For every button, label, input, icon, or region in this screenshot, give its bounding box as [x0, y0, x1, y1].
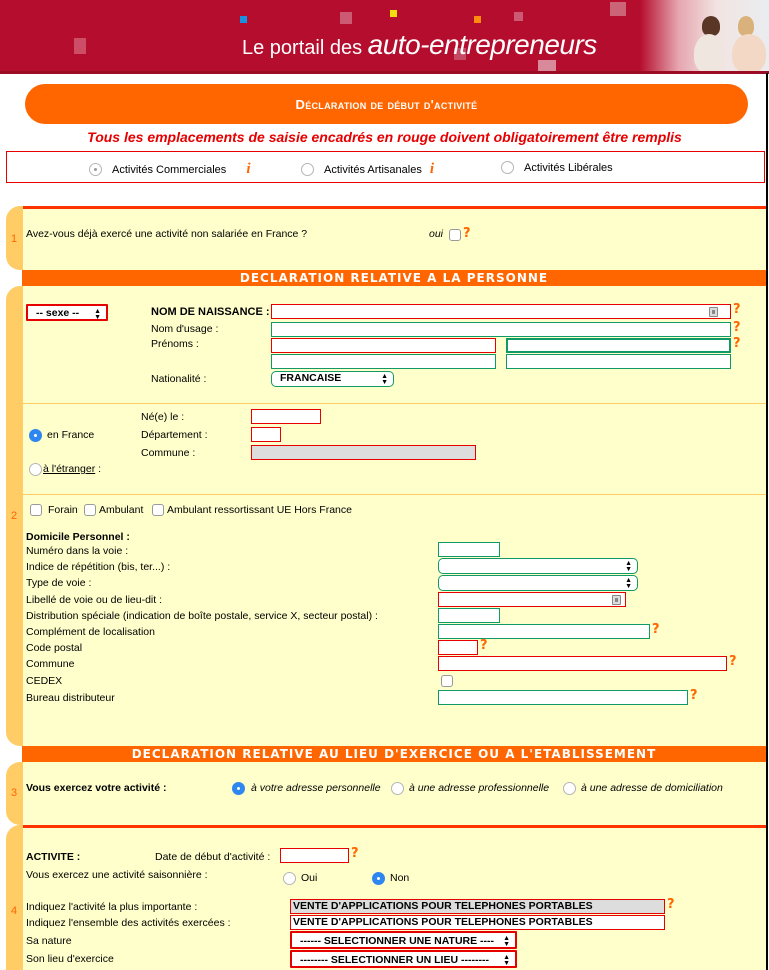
activity-type-label: Activités Commerciales — [112, 163, 227, 176]
nature-select[interactable] — [290, 931, 517, 949]
divider — [22, 494, 766, 495]
decor-square — [474, 16, 481, 23]
info-icon[interactable]: i — [429, 161, 434, 177]
decor-square — [610, 2, 626, 16]
nom-usage-input[interactable] — [271, 322, 731, 337]
nom-naissance-label: NOM DE NAISSANCE : — [151, 306, 270, 318]
cedex-label: CEDEX — [26, 675, 63, 687]
activites-ensemble-label: Indiquez l'ensemble des activités exercées : — [26, 917, 231, 929]
site-title-main: auto-entrepreneurs — [367, 29, 597, 60]
lieu-label: Son lieu d'exercice — [26, 953, 114, 965]
section-header-personne: DECLARATION RELATIVE A LA PERSONNE — [22, 270, 766, 286]
person-figure — [738, 16, 754, 36]
ambulant-label: Ambulant — [99, 504, 144, 516]
libelle-voie-label: Libellé de voie ou de lieu-dit : — [26, 594, 163, 606]
domicile-commune-label: Commune — [26, 658, 75, 670]
indice-repetition-label: Indice de répétition (bis, ter...) : — [26, 561, 171, 573]
activity-type-artisanales[interactable] — [301, 161, 434, 178]
lieu-adresse-domiciliation-radio[interactable] — [563, 782, 576, 795]
activity-type-label: Activités Libérales — [524, 161, 613, 174]
info-icon[interactable]: i — [246, 161, 251, 177]
lieu-exercice-label: Vous exercez votre activité : — [26, 782, 167, 794]
section-number: 2 — [11, 510, 18, 522]
activity-type-label: Activités Artisanales — [324, 163, 422, 176]
lieu-select[interactable] — [290, 950, 517, 968]
help-icon[interactable]: ? — [463, 226, 471, 241]
date-debut-label: Date de début d'activité : — [155, 851, 271, 863]
date-debut-input[interactable] — [280, 848, 349, 863]
person-figure — [702, 16, 720, 36]
site-banner — [0, 0, 769, 73]
birth-etranger-radio[interactable] — [29, 463, 42, 476]
help-icon[interactable]: ? — [667, 897, 675, 912]
nature-label: Sa nature — [26, 935, 72, 947]
prior-activity-question: Avez-vous déjà exercé une activité non salariée en France ? — [26, 228, 308, 240]
section-2-tab — [6, 286, 23, 746]
radio-commerciales[interactable] — [89, 163, 102, 176]
lieu-adresse-personnelle-label: à votre adresse personnelle — [251, 782, 381, 794]
select-arrows-icon: ▲ ▼ — [503, 954, 510, 967]
banner-photo — [640, 0, 769, 73]
prenom-2-input[interactable] — [506, 338, 731, 353]
birth-etranger-link[interactable]: à l'étranger — [43, 463, 96, 475]
saisonniere-oui-radio[interactable] — [283, 872, 296, 885]
autofill-contact-icon[interactable] — [709, 307, 718, 317]
birth-commune-label: Commune : — [141, 447, 196, 459]
lieu-adresse-domiciliation-label: à une adresse de domiciliation — [581, 782, 723, 794]
complement-localisation-input[interactable] — [438, 624, 650, 639]
select-arrows-icon: ▲ ▼ — [381, 373, 388, 386]
birth-en-france-label: en France — [47, 429, 95, 441]
help-icon[interactable]: ? — [729, 654, 737, 669]
prenom-4-input[interactable] — [506, 354, 731, 369]
birth-departement-label: Département : — [141, 429, 208, 441]
forain-label: Forain — [48, 504, 78, 516]
bureau-distributeur-input[interactable] — [438, 690, 688, 705]
activity-type-liberales[interactable] — [501, 161, 613, 174]
sexe-select-value: -- sexe -- — [36, 307, 80, 319]
birth-date-input[interactable] — [251, 409, 321, 424]
lieu-adresse-professionnelle-label: à une adresse professionnelle — [409, 782, 550, 794]
help-icon[interactable]: ? — [480, 638, 488, 653]
decor-square — [340, 12, 352, 24]
bureau-distributeur-label: Bureau distributeur — [26, 692, 115, 704]
numero-voie-label: Numéro dans la voie : — [26, 545, 129, 557]
activite-principale-input[interactable]: VENTE D'APPLICATIONS POUR TELEPHONES PORTABLES — [290, 899, 665, 914]
prior-activity-oui-checkbox[interactable] — [449, 229, 461, 241]
saisonniere-label: Vous exercez une activité saisonnière : — [26, 869, 208, 881]
decor-square — [514, 12, 523, 21]
distribution-speciale-label: Distribution spéciale (indication de boîte postale, service X, secteur postal) : — [26, 610, 378, 622]
prenoms-label: Prénoms : — [151, 338, 199, 350]
decor-square — [240, 16, 247, 23]
type-voie-label: Type de voie : — [26, 577, 92, 589]
lieu-select-value: -------- SELECTIONNER UN LIEU -------- — [300, 954, 489, 966]
birth-commune-input[interactable] — [251, 445, 476, 460]
distribution-speciale-input[interactable] — [438, 608, 500, 623]
section-1-tab — [6, 206, 23, 270]
site-title — [242, 29, 597, 61]
select-arrows-icon: ▲ ▼ — [94, 308, 101, 321]
cedex-checkbox[interactable] — [441, 675, 453, 687]
select-arrows-icon: ▲ ▼ — [503, 935, 510, 948]
page-title: Déclaration de début d'activité — [25, 84, 748, 124]
prior-activity-oui-label: oui — [429, 228, 444, 240]
sexe-select[interactable] — [26, 304, 108, 321]
activite-label: ACTIVITE : — [26, 851, 81, 863]
help-icon[interactable]: ? — [733, 320, 741, 335]
saisonniere-non-radio[interactable] — [372, 872, 385, 885]
birth-en-france-radio[interactable] — [29, 429, 42, 442]
lieu-adresse-personnelle-radio[interactable] — [232, 782, 245, 795]
ambulant-checkbox[interactable] — [84, 504, 96, 516]
domicile-commune-input[interactable] — [438, 656, 727, 671]
saisonniere-oui-label: Oui — [301, 872, 318, 884]
indice-repetition-select[interactable] — [438, 558, 638, 574]
activites-ensemble-input[interactable]: VENTE D'APPLICATIONS POUR TELEPHONES PORTABLES — [290, 915, 665, 930]
section-number: 3 — [11, 787, 18, 799]
help-icon[interactable]: ? — [351, 846, 359, 861]
activite-principale-label: Indiquez l'activité la plus importante : — [26, 901, 198, 913]
required-fields-note: Tous les emplacements de saisie encadrés en rouge doivent obligatoirement être remplis — [87, 129, 682, 145]
prenom-3-input[interactable] — [271, 354, 496, 369]
banner-bottom-line — [0, 71, 769, 74]
activity-type-group — [6, 151, 765, 183]
radio-liberales[interactable] — [501, 161, 514, 174]
section-3-tab — [6, 762, 23, 825]
divider — [22, 403, 766, 404]
libelle-voie-input[interactable] — [438, 592, 626, 607]
birth-date-label: Né(e) le : — [141, 411, 185, 423]
numero-voie-input[interactable] — [438, 542, 500, 557]
ambulant-ue-label: Ambulant ressortissant UE Hors France — [167, 504, 352, 516]
help-icon[interactable]: ? — [690, 688, 698, 703]
code-postal-label: Code postal — [26, 642, 83, 654]
site-title-prefix: Le portail des — [242, 37, 363, 59]
type-voie-select[interactable] — [438, 575, 638, 591]
section-4-tab — [6, 825, 23, 970]
help-icon[interactable]: ? — [733, 336, 741, 351]
birth-departement-input[interactable] — [251, 427, 281, 442]
nom-naissance-input[interactable] — [271, 304, 731, 319]
domicile-title: Domicile Personnel : — [26, 531, 130, 543]
nationalite-label: Nationalité : — [151, 373, 207, 385]
nom-usage-label: Nom d'usage : — [151, 323, 219, 335]
forain-checkbox[interactable] — [30, 504, 42, 516]
nationalite-select-value: FRANCAISE — [280, 372, 342, 384]
activity-type-commerciales[interactable] — [89, 161, 250, 178]
code-postal-input[interactable] — [438, 640, 478, 655]
help-icon[interactable]: ? — [733, 302, 741, 317]
section-number: 4 — [11, 905, 18, 917]
help-icon[interactable]: ? — [652, 622, 660, 637]
saisonniere-non-label: Non — [390, 872, 410, 884]
nationalite-select[interactable] — [271, 371, 394, 387]
section-header-lieu: DECLARATION RELATIVE AU LIEU D'EXERCICE OU A L'ETABLISSEMENT — [22, 746, 766, 762]
radio-artisanales[interactable] — [301, 163, 314, 176]
birth-etranger-label-wrap — [43, 463, 101, 475]
birth-etranger-suffix: : — [95, 463, 102, 475]
decor-square — [74, 38, 86, 54]
prenom-1-input[interactable] — [271, 338, 496, 353]
section-number: 1 — [11, 233, 18, 245]
ambulant-ue-checkbox[interactable] — [152, 504, 164, 516]
person-figure — [732, 34, 766, 73]
page-right-border — [766, 73, 768, 970]
complement-localisation-label: Complément de localisation — [26, 626, 155, 638]
autofill-contact-icon[interactable] — [612, 595, 621, 605]
decor-square — [390, 10, 397, 17]
person-figure — [694, 34, 724, 73]
lieu-adresse-professionnelle-radio[interactable] — [391, 782, 404, 795]
select-arrows-icon: ▲ ▼ — [625, 560, 632, 573]
select-arrows-icon: ▲ ▼ — [625, 577, 632, 590]
nature-select-value: ------ SELECTIONNER UNE NATURE ---- — [300, 935, 495, 947]
